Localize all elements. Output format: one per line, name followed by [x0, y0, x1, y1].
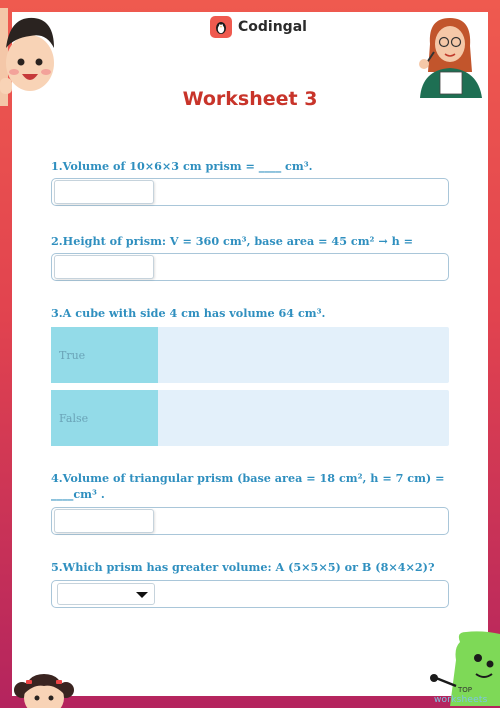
dropdown-5[interactable]: [57, 583, 155, 605]
question-1: 1.Volume of 10×6×3 cm prism = ____ cm³.: [51, 159, 313, 173]
answer-field-4[interactable]: [51, 507, 449, 535]
answer-input-2[interactable]: [54, 255, 154, 279]
top-badge: TOP: [458, 686, 473, 694]
girl-sticker-icon: [14, 670, 74, 708]
penguin-icon: [210, 16, 232, 38]
brand-name: Codingal: [238, 19, 307, 35]
answer-field-1[interactable]: [51, 178, 449, 206]
answer-input-1[interactable]: [54, 180, 154, 204]
question-2: 2.Height of prism: V = 360 cm³, base area = 45 cm² → h =: [51, 234, 413, 248]
answer-select-5[interactable]: [51, 580, 449, 608]
question-4: 4.Volume of triangular prism (base area = 18 cm², h = 7 cm) = ____cm³ .: [51, 471, 445, 501]
brand: [210, 16, 307, 38]
worksheet-title: Worksheet 3: [182, 88, 318, 110]
worksheets-badge: worksheets: [434, 695, 488, 705]
choice-true-label: True: [51, 327, 158, 383]
choice-false-label: False: [51, 390, 158, 446]
question-5: 5.Which prism has greater volume: A (5×5×5) or B (8×4×2)?: [51, 560, 435, 574]
answer-field-2[interactable]: [51, 253, 449, 281]
question-3: 3.A cube with side 4 cm has volume 64 cm³.: [51, 306, 326, 320]
choice-false[interactable]: [51, 390, 449, 446]
choice-true[interactable]: [51, 327, 449, 383]
chevron-down-icon: [136, 592, 148, 598]
answer-input-4[interactable]: [54, 509, 154, 533]
teacher-sticker-icon: [412, 14, 490, 98]
